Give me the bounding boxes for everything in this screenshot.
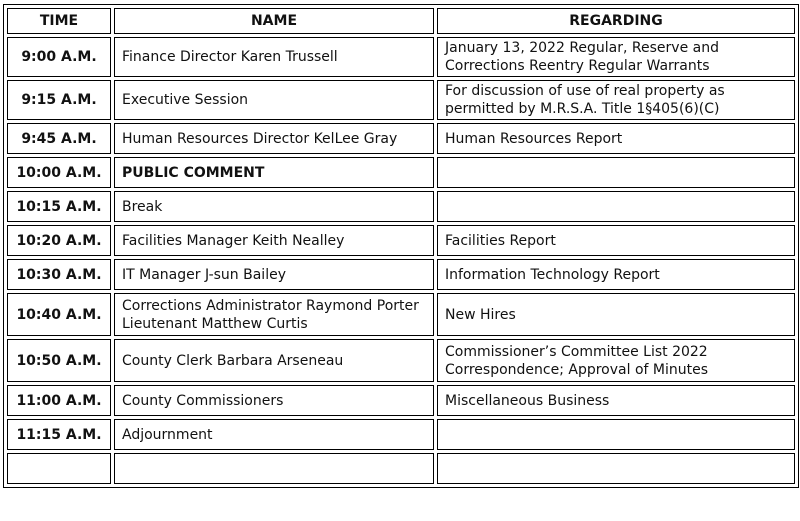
header-row	[7, 8, 795, 34]
regarding-cell	[437, 157, 795, 188]
regarding-line: Miscellaneous Business	[445, 392, 610, 409]
regarding-cell	[437, 453, 795, 484]
regarding-cell	[437, 293, 795, 336]
table-row	[7, 157, 795, 188]
table-row	[7, 123, 795, 154]
time-cell	[7, 453, 111, 484]
table-row	[7, 80, 795, 120]
table-row	[7, 419, 795, 450]
time-cell: 11:15 A.M.	[7, 419, 111, 450]
header-regarding: REGARDING	[437, 8, 795, 34]
name-line: Finance Director Karen Trussell	[122, 49, 338, 65]
regarding-line: For discussion of use of real property as	[445, 83, 725, 99]
regarding-line: permitted by M.R.S.A. Title 1§405(6)(C)	[445, 101, 720, 117]
regarding-line: January 13, 2022 Regular, Reserve and	[445, 40, 719, 56]
name-line: Lieutenant Matthew Curtis	[122, 315, 308, 332]
regarding-line: Corrections Reentry Regular Warrants	[445, 58, 710, 74]
regarding-cell	[437, 37, 795, 77]
name-line: Break	[122, 198, 163, 215]
name-cell	[114, 191, 434, 222]
time-cell: 9:00 A.M.	[7, 37, 111, 77]
table-row	[7, 37, 795, 77]
regarding-line: New Hires	[445, 306, 516, 323]
name-line: Facilities Manager Keith Nealley	[122, 232, 345, 249]
name-cell	[114, 157, 434, 188]
header-name: NAME	[114, 8, 434, 34]
time-cell: 10:40 A.M.	[7, 293, 111, 336]
name-cell	[114, 37, 434, 77]
name-line: Human Resources Director KelLee Gray	[122, 130, 398, 147]
regarding-cell	[437, 385, 795, 416]
name-cell	[114, 293, 434, 336]
agenda-table	[3, 4, 799, 488]
name-cell	[114, 123, 434, 154]
time-cell: 10:50 A.M.	[7, 339, 111, 382]
table-row	[7, 225, 795, 256]
regarding-cell	[437, 225, 795, 256]
table-row	[7, 385, 795, 416]
name-cell	[114, 385, 434, 416]
regarding-line: Correspondence; Approval of Minutes	[445, 361, 709, 378]
name-line: Corrections Administrator Raymond Porter	[122, 297, 419, 314]
time-cell: 11:00 A.M.	[7, 385, 111, 416]
time-cell: 10:00 A.M.	[7, 157, 111, 188]
name-cell	[114, 80, 434, 120]
time-cell: 9:45 A.M.	[7, 123, 111, 154]
name-line: Adjournment	[122, 426, 213, 443]
name-cell	[114, 225, 434, 256]
time-cell: 10:20 A.M.	[7, 225, 111, 256]
regarding-line: Commissioner’s Committee List 2022	[445, 343, 708, 360]
time-cell: 10:30 A.M.	[7, 259, 111, 290]
name-line: PUBLIC COMMENT	[122, 164, 265, 181]
regarding-cell	[437, 339, 795, 382]
regarding-cell	[437, 259, 795, 290]
name-line: IT Manager J-sun Bailey	[122, 266, 286, 283]
agenda-table-wrapper	[3, 4, 799, 488]
table-row	[7, 293, 795, 336]
name-line: County Commissioners	[122, 392, 284, 409]
name-cell	[114, 339, 434, 382]
name-cell	[114, 419, 434, 450]
table-row	[7, 339, 795, 382]
regarding-line: Facilities Report	[445, 232, 556, 249]
name-cell	[114, 259, 434, 290]
regarding-cell	[437, 123, 795, 154]
name-cell	[114, 453, 434, 484]
regarding-cell	[437, 191, 795, 222]
regarding-cell	[437, 80, 795, 120]
table-row	[7, 191, 795, 222]
regarding-cell	[437, 419, 795, 450]
regarding-line: Human Resources Report	[445, 130, 623, 147]
table-row	[7, 259, 795, 290]
time-cell: 10:15 A.M.	[7, 191, 111, 222]
name-line: County Clerk Barbara Arseneau	[122, 352, 344, 369]
table-row	[7, 453, 795, 484]
time-cell: 9:15 A.M.	[7, 80, 111, 120]
header-time: TIME	[7, 8, 111, 34]
regarding-line: Information Technology Report	[445, 266, 660, 283]
name-line: Executive Session	[122, 92, 249, 108]
